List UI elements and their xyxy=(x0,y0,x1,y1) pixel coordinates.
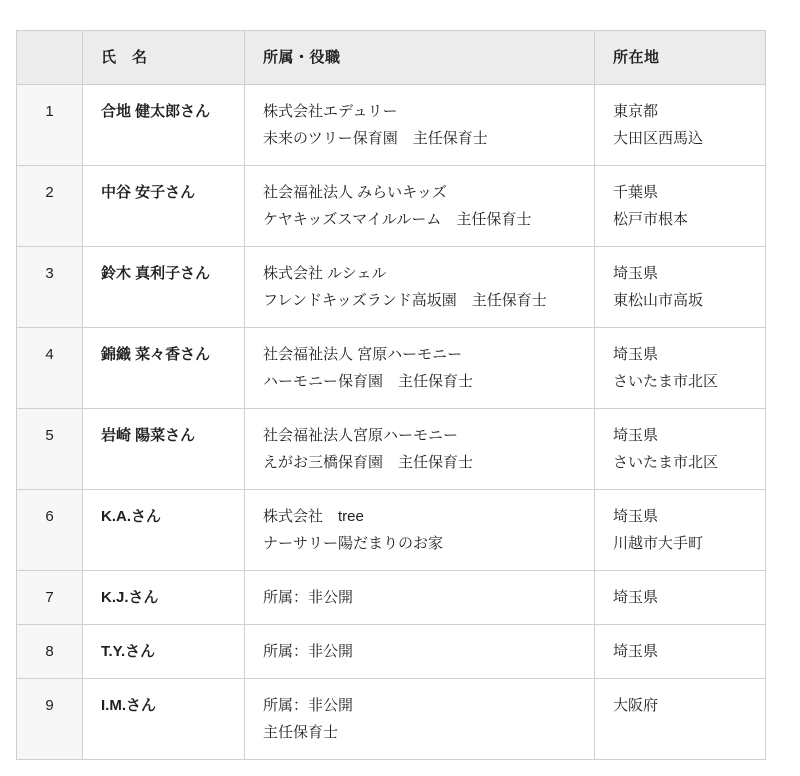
member-location xyxy=(595,679,766,760)
header-row xyxy=(17,31,766,85)
location-line: 埼玉県 xyxy=(613,427,659,444)
table-row xyxy=(17,409,766,490)
affiliation-line: 所属：非公開 xyxy=(263,589,354,606)
affiliation-line: ナーサリー陽だまりのお家 xyxy=(263,535,444,552)
row-number: 1 xyxy=(17,85,83,166)
row-number: 5 xyxy=(17,409,83,490)
row-number: 6 xyxy=(17,490,83,571)
member-name: K.A.さん xyxy=(83,490,245,571)
location-line: 埼玉県 xyxy=(613,346,659,363)
affiliation-line: 所属：非公開 xyxy=(263,643,354,660)
member-location xyxy=(595,85,766,166)
member-location xyxy=(595,166,766,247)
table-row xyxy=(17,679,766,760)
member-name: 合地 健太郎さん xyxy=(83,85,245,166)
table-row xyxy=(17,328,766,409)
header-index xyxy=(17,31,83,85)
affiliation-line: 株式会社 tree xyxy=(263,508,364,525)
affiliation-line: 社会福祉法人 みらいキッズ xyxy=(263,184,447,201)
affiliation-line: 社会福祉法人宮原ハーモニー xyxy=(263,427,459,444)
row-number: 2 xyxy=(17,166,83,247)
member-affiliation xyxy=(245,409,595,490)
header-affiliation: 所属・役職 xyxy=(245,31,595,85)
row-number: 8 xyxy=(17,625,83,679)
location-line: さいたま市北区 xyxy=(613,373,719,390)
row-number: 7 xyxy=(17,571,83,625)
member-name: I.M.さん xyxy=(83,679,245,760)
location-line: 千葉県 xyxy=(613,184,659,201)
member-location xyxy=(595,490,766,571)
header-name: 氏 名 xyxy=(83,31,245,85)
location-line: 大阪府 xyxy=(613,697,659,714)
table-row xyxy=(17,625,766,679)
location-line: 松戸市根本 xyxy=(613,211,689,228)
location-line: 川越市大手町 xyxy=(613,535,704,552)
member-location xyxy=(595,409,766,490)
affiliation-line: フレンドキッズランド高坂園 主任保育士 xyxy=(263,292,547,309)
member-affiliation xyxy=(245,490,595,571)
table-row xyxy=(17,85,766,166)
location-line: 埼玉県 xyxy=(613,643,659,660)
location-line: 埼玉県 xyxy=(613,589,659,606)
location-line: 埼玉県 xyxy=(613,265,659,282)
member-name: 岩崎 陽菜さん xyxy=(83,409,245,490)
table-row xyxy=(17,166,766,247)
row-number: 3 xyxy=(17,247,83,328)
member-location xyxy=(595,625,766,679)
member-name: 鈴木 真利子さん xyxy=(83,247,245,328)
member-name: K.J.さん xyxy=(83,571,245,625)
affiliation-line: 未来のツリー保育園 主任保育士 xyxy=(263,130,488,147)
member-name: 中谷 安子さん xyxy=(83,166,245,247)
row-number: 4 xyxy=(17,328,83,409)
member-affiliation xyxy=(245,328,595,409)
member-location xyxy=(595,571,766,625)
affiliation-line: 株式会社エデュリー xyxy=(263,103,398,120)
location-line: 東京都 xyxy=(613,103,659,120)
location-line: さいたま市北区 xyxy=(613,454,719,471)
member-affiliation xyxy=(245,625,595,679)
affiliation-line: 株式会社 ルシェル xyxy=(263,265,387,282)
location-line: 埼玉県 xyxy=(613,508,659,525)
table-row xyxy=(17,571,766,625)
member-name: T.Y.さん xyxy=(83,625,245,679)
affiliation-line: 所属：非公開 xyxy=(263,697,354,714)
member-affiliation xyxy=(245,85,595,166)
affiliation-line: ハーモニー保育園 主任保育士 xyxy=(263,373,474,390)
member-affiliation xyxy=(245,571,595,625)
member-location xyxy=(595,247,766,328)
affiliation-line: えがお三橋保育園 主任保育士 xyxy=(263,454,474,471)
members-table xyxy=(16,30,766,760)
member-affiliation xyxy=(245,247,595,328)
affiliation-line: ケヤキッズスマイルルーム 主任保育士 xyxy=(263,211,532,228)
header-location: 所在地 xyxy=(595,31,766,85)
affiliation-line: 主任保育士 xyxy=(263,724,339,741)
member-location xyxy=(595,328,766,409)
table-row xyxy=(17,247,766,328)
member-name: 錦織 菜々香さん xyxy=(83,328,245,409)
location-line: 東松山市高坂 xyxy=(613,292,704,309)
member-affiliation xyxy=(245,166,595,247)
row-number: 9 xyxy=(17,679,83,760)
affiliation-line: 社会福祉法人 宮原ハーモニー xyxy=(263,346,463,363)
member-affiliation xyxy=(245,679,595,760)
location-line: 大田区西馬込 xyxy=(613,130,704,147)
table-row xyxy=(17,490,766,571)
